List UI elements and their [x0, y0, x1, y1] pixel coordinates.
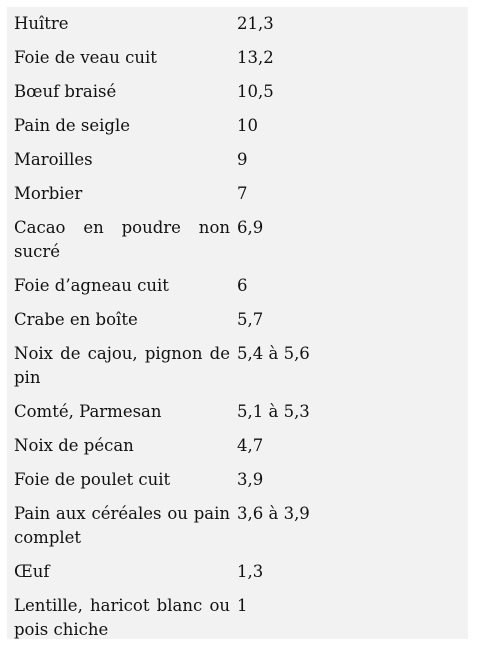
food-table [7, 7, 468, 647]
table-row [7, 211, 468, 269]
food-name-cell: Pain aux céréales ou pain complet [14, 504, 230, 547]
food-name-cell: Foie de veau cuit [14, 48, 157, 67]
value-cell: 7 [237, 184, 248, 203]
table-row [7, 75, 468, 109]
table-row [7, 41, 468, 75]
food-name-cell: Foie d’agneau cuit [14, 276, 169, 295]
table-row [7, 177, 468, 211]
value-cell: 6,9 [237, 218, 264, 237]
table-row [7, 7, 468, 41]
food-name-cell: Huître [14, 14, 69, 33]
table-body [7, 7, 468, 647]
food-name-cell: Noix de pécan [14, 436, 134, 455]
value-cell: 13,2 [237, 48, 274, 67]
food-name-cell: Comté, Parmesan [14, 402, 162, 421]
food-name-cell: Morbier [14, 184, 83, 203]
food-name-cell: Maroilles [14, 150, 93, 169]
food-table-container [7, 7, 468, 639]
table-row [7, 337, 468, 395]
value-cell: 10 [237, 116, 258, 135]
food-name-cell: Crabe en boîte [14, 310, 138, 329]
value-cell: 3,9 [237, 470, 264, 489]
value-cell: 5,1 à 5,3 [237, 402, 310, 421]
value-cell: 4,7 [237, 436, 264, 455]
value-cell: 5,7 [237, 310, 264, 329]
value-cell: 9 [237, 150, 248, 169]
table-row [7, 463, 468, 497]
food-name-cell: Noix de cajou, pignon de pin [14, 344, 230, 387]
value-cell: 1,3 [237, 562, 264, 581]
table-row [7, 555, 468, 589]
food-name-cell: Lentille, haricot blanc ou pois chiche [14, 596, 230, 639]
table-row [7, 497, 468, 555]
table-row [7, 429, 468, 463]
food-name-cell: Œuf [14, 562, 50, 581]
table-row [7, 395, 468, 429]
food-name-cell: Foie de poulet cuit [14, 470, 171, 489]
table-row [7, 589, 468, 647]
food-name-cell: Bœuf braisé [14, 82, 117, 101]
value-cell: 10,5 [237, 82, 274, 101]
table-row [7, 143, 468, 177]
table-row [7, 303, 468, 337]
value-cell: 3,6 à 3,9 [237, 504, 310, 523]
value-cell: 21,3 [237, 14, 274, 33]
value-cell: 1 [237, 596, 248, 615]
value-cell: 5,4 à 5,6 [237, 344, 310, 363]
food-name-cell: Pain de seigle [14, 116, 131, 135]
table-row [7, 269, 468, 303]
food-name-cell: Cacao en poudre non sucré [14, 218, 230, 261]
table-row [7, 109, 468, 143]
value-cell: 6 [237, 276, 248, 295]
